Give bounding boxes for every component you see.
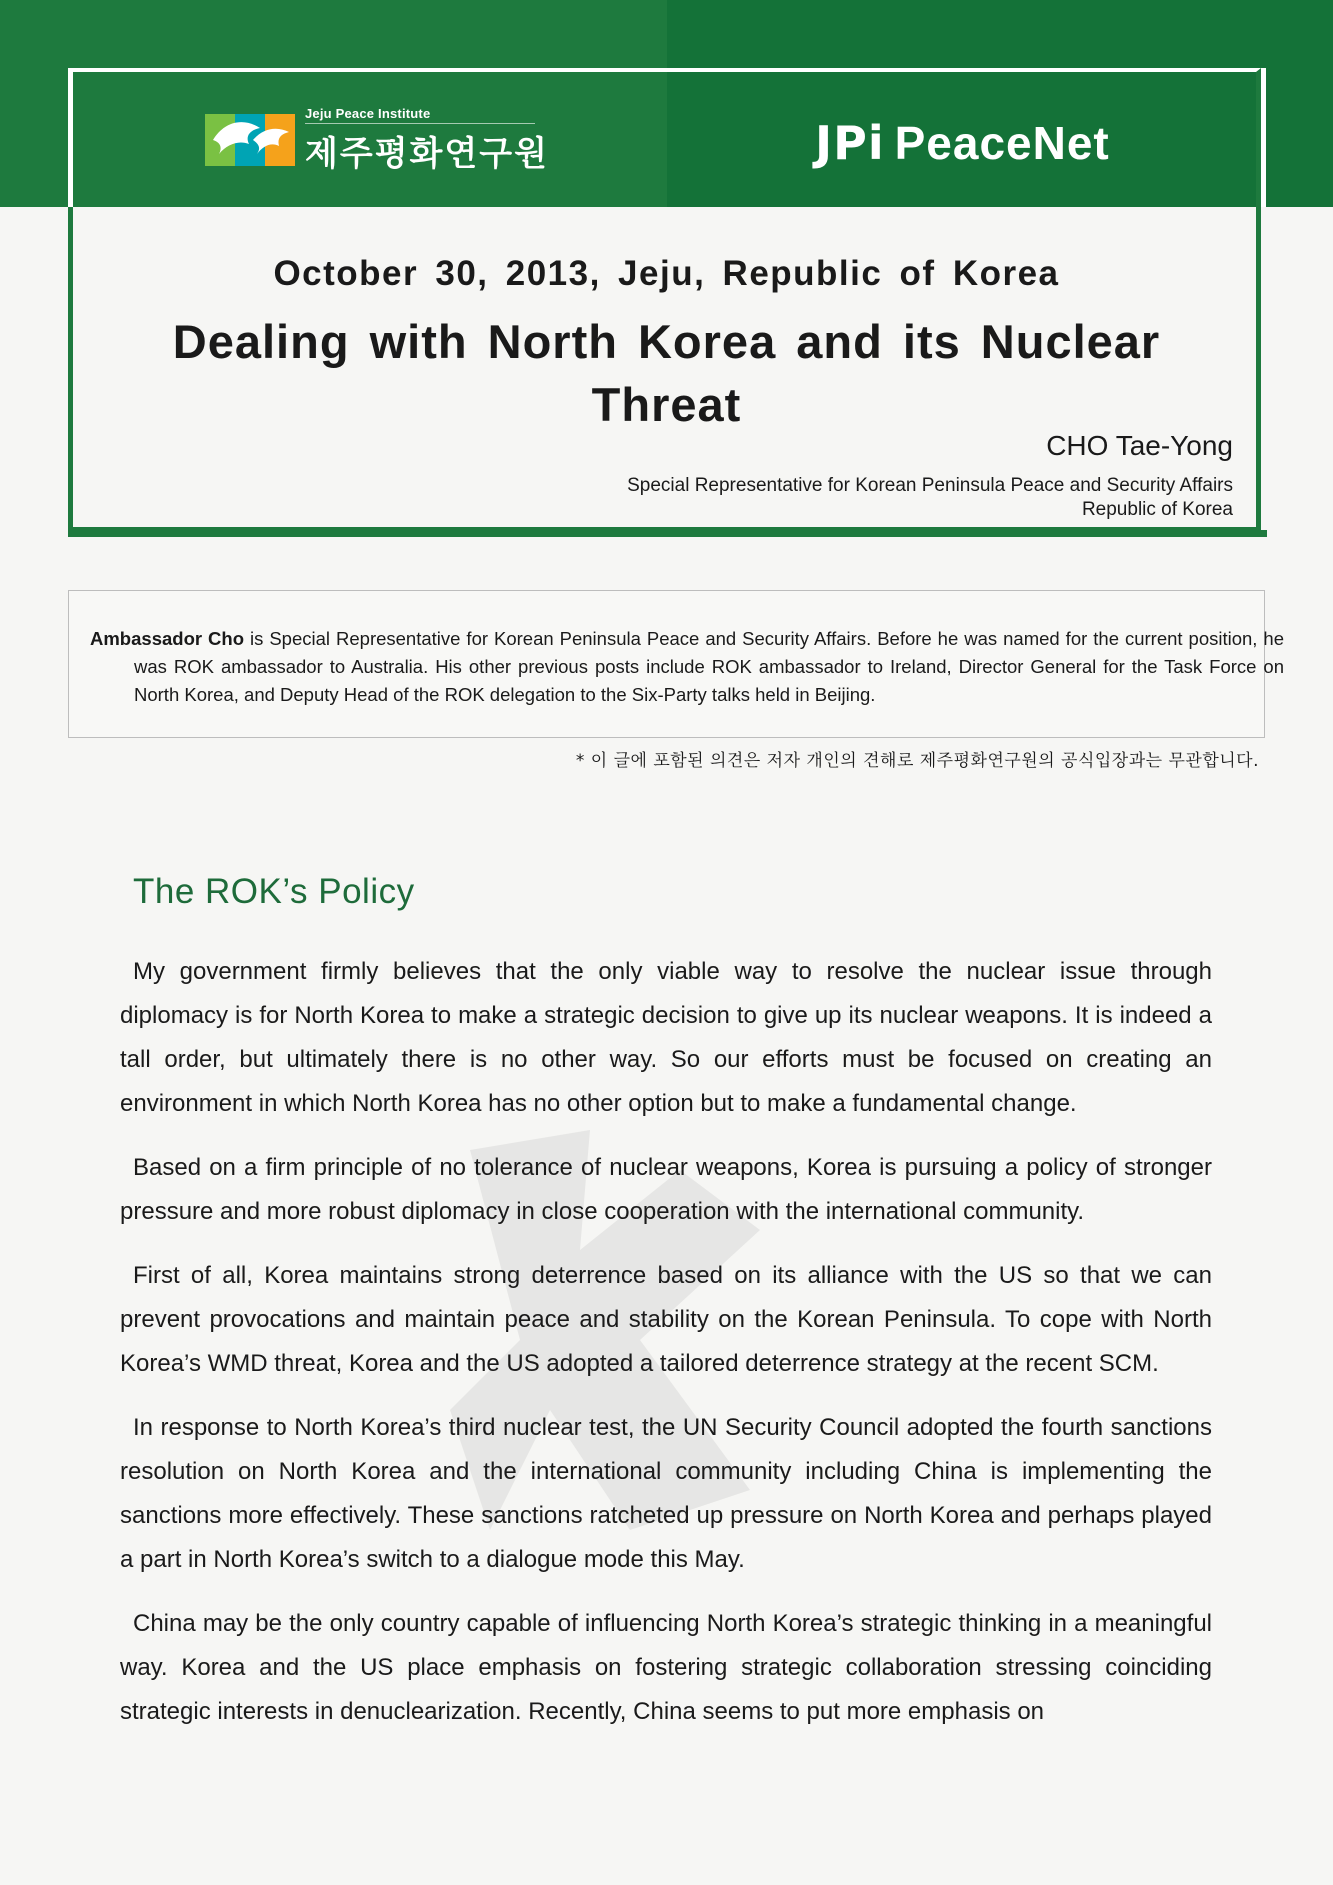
author-name: CHO Tae-Yong <box>1046 430 1233 461</box>
section-body <box>120 950 1212 1754</box>
institute-name-en: Jeju Peace Institute <box>305 106 535 124</box>
peacenet-label: PeaceNet <box>894 117 1110 169</box>
bio-lead: Ambassador Cho <box>90 628 245 649</box>
dove-logo-icon <box>205 110 295 170</box>
paragraph: My government firmly believes that the only viable way to resolve the nuclear issue through diplomacy is for North Korea to make a strategic decision to give up its nuclear weapons. It is indeed a tall order, but ultimately there is no other way. So our efforts must be focused on creating an environment in which North Korea has no other option but to make a fundamental change. <box>120 958 1212 1117</box>
affiliation-line-2: Republic of Korea <box>1081 499 1233 520</box>
frame-bottom-bar <box>68 530 1267 537</box>
section-title: The ROK’s Policy <box>133 872 415 911</box>
peacenet-logo <box>815 116 1110 170</box>
paragraph: First of all, Korea maintains strong deterrence based on its alliance with the US so that we can prevent provocations and maintain peace and stability on the Korean Peninsula. To cope with North Korea’s WMD threat, Korea and the US adopted a tailored deterrence strategy at the recent SCM. <box>120 1262 1212 1377</box>
author-affiliation <box>627 474 1233 522</box>
jeju-peace-institute-logo <box>205 105 549 174</box>
article-title: Dealing with North Korea and its Nuclear Threat <box>172 315 1161 431</box>
paragraph: Based on a firm principle of no tolerance of nuclear weapons, Korea is pursuing a policy of stronger pressure and more robust diplomacy in close cooperation with the international community. <box>120 1154 1212 1225</box>
peacenet-prefix: JPi <box>815 116 885 170</box>
institute-name-ko: 제주평화연구원 <box>305 133 549 174</box>
frame-edge-left <box>68 68 73 207</box>
bio-text: is Special Representative for Korean Peninsula Peace and Security Affairs. Before he was named for the current position, he was ROK ambassador to Australia. His other previous posts include ROK ambassador to Ireland, Director General for the Task Force on North Korea, and Deputy Head of the ROK delegation to the Six-Party talks held in Beijing. <box>134 628 1284 705</box>
frame-edge-right <box>1261 68 1266 207</box>
disclaimer: * 이 글에 포함된 의견은 저자 개인의 견해로 제주평화연구원의 공식입장과는 무관합니다. <box>575 751 1259 771</box>
date-line: October 30, 2013, Jeju, Republic of Korea <box>273 254 1060 293</box>
paragraph: China may be the only country capable of influencing North Korea’s strategic thinking in a meaningful way. Korea and the US place emphasis on fostering strategic collaboration stressing coinciding strategic interests in denuclearization. Recently, China seems to put more emphasis on <box>120 1610 1212 1725</box>
affiliation-line-1: Special Representative for Korean Peninsula Peace and Security Affairs <box>627 475 1233 496</box>
paragraph: In response to North Korea’s third nuclear test, the UN Security Council adopted the fourth sanctions resolution on North Korea and the international community including China is implementing the sanctions more effectively. These sanctions ratcheted up pressure on North Korea and perhaps played a part in North Korea’s switch to a dialogue mode this May. <box>120 1414 1212 1573</box>
author-bio <box>90 625 1284 709</box>
